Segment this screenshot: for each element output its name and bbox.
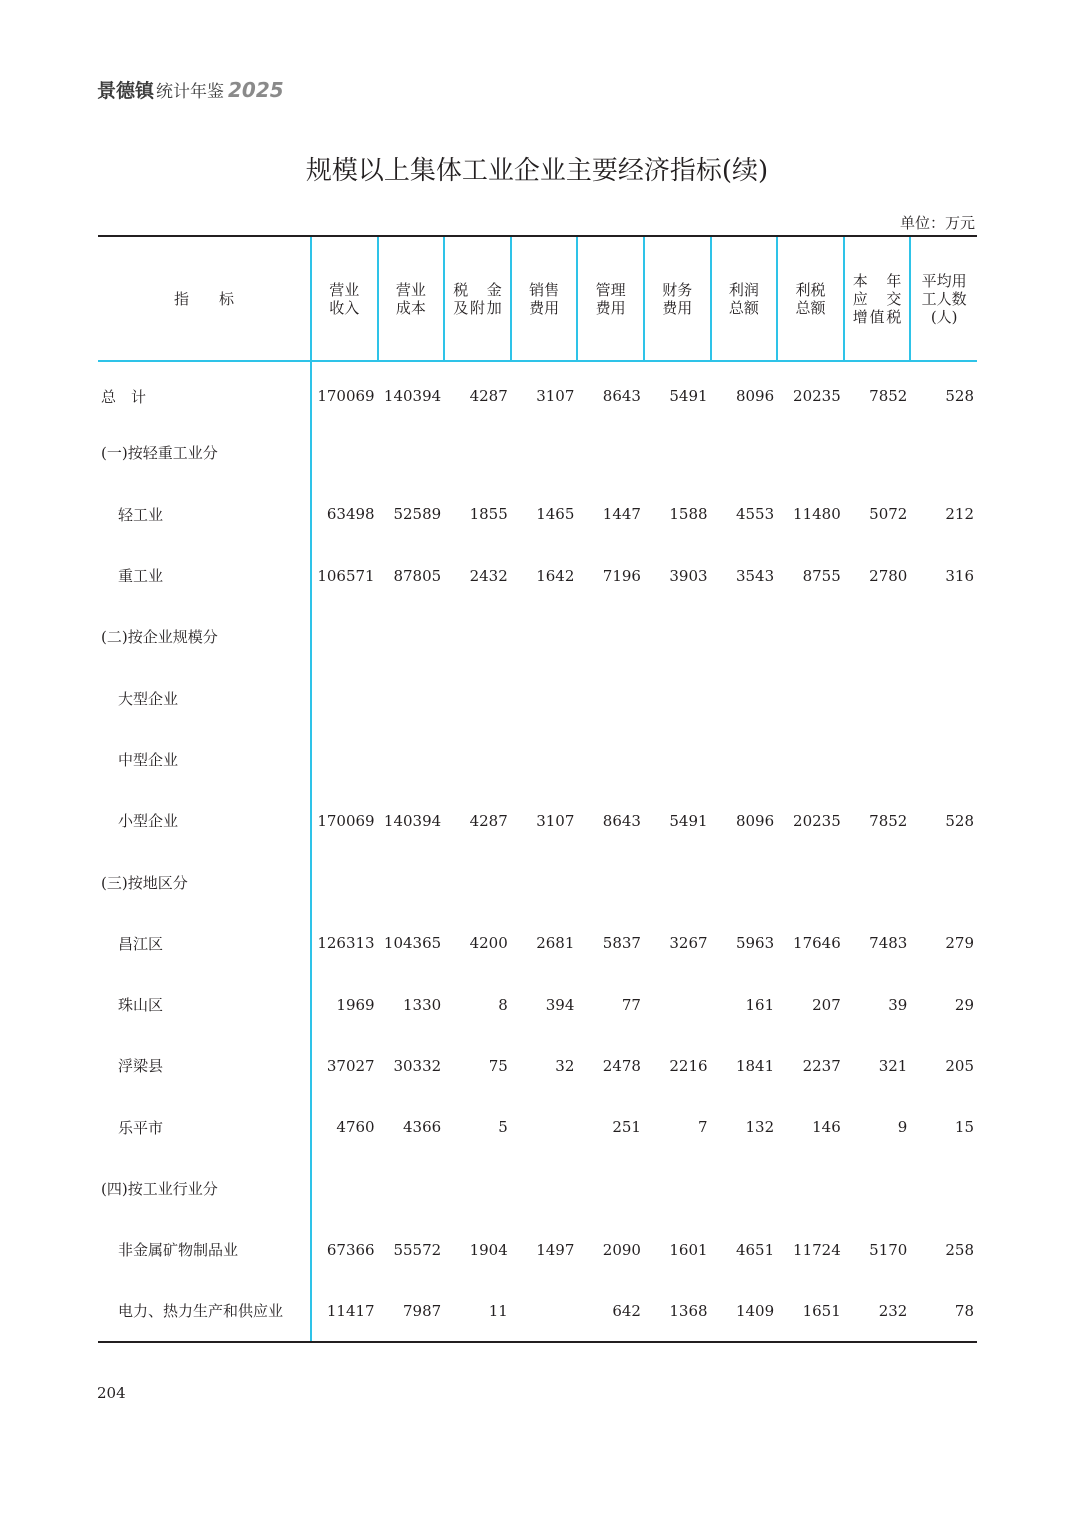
- table-cell: 5170: [869, 1240, 908, 1259]
- table-row: [98, 422, 977, 483]
- table-cell: [511, 1097, 578, 1158]
- table-cell: [844, 1158, 911, 1219]
- table-cell: 20235: [793, 811, 841, 830]
- row-label: 中型企业: [118, 750, 179, 769]
- row-label: (四)按工业行业分: [101, 1180, 218, 1198]
- table-row: [98, 1035, 977, 1096]
- table-row: [98, 484, 977, 545]
- table-cell: [844, 729, 911, 790]
- table-cell: [777, 1158, 844, 1219]
- row-label: (三)按地区分: [101, 873, 188, 892]
- table-cell: 8643: [602, 811, 641, 830]
- row-label: 小型企业: [118, 812, 179, 831]
- table-cell: 104365: [383, 934, 442, 953]
- table-cell: 316: [945, 566, 974, 585]
- table-row: [98, 913, 977, 974]
- table-cell: [444, 606, 511, 667]
- table-cell: [511, 422, 578, 483]
- table-cell: 11417: [311, 1280, 378, 1341]
- table-cell: 8755: [802, 566, 841, 585]
- column-header-financial-expenses: 财务 费用: [644, 236, 711, 361]
- table-cell: 9: [897, 1118, 908, 1137]
- table-cell: 5: [498, 1118, 508, 1137]
- table-cell: 37027: [311, 1035, 378, 1096]
- table-row: [98, 1280, 977, 1341]
- table-cell: [711, 1158, 778, 1219]
- table-cell: 87805: [393, 566, 442, 585]
- table-cell: 2432: [469, 566, 508, 585]
- table-cell: 132: [745, 1118, 775, 1137]
- table-cell: 8096: [735, 811, 775, 830]
- table-cell: [711, 606, 778, 667]
- table-cell: 17646: [793, 934, 841, 953]
- table-cell: [378, 1158, 445, 1219]
- column-header-total-profit: 利润 总额: [711, 236, 778, 361]
- table-cell: [777, 729, 844, 790]
- table-cell: [577, 1158, 644, 1219]
- table-cell: 207: [812, 995, 841, 1014]
- table-cell: 1330: [403, 995, 442, 1014]
- table-cell: [511, 851, 578, 912]
- table-cell: 1855: [469, 505, 508, 524]
- table-cell: [910, 422, 977, 483]
- table-cell: [444, 729, 511, 790]
- table-cell: 63498: [311, 484, 378, 545]
- table-cell: 4651: [735, 1240, 775, 1259]
- row-label: 轻工业: [118, 505, 164, 524]
- table-cell: 1588: [669, 505, 708, 524]
- table-cell: 8: [498, 995, 508, 1014]
- table-cell: 106571: [311, 545, 378, 606]
- table-cell: 205: [945, 1056, 974, 1075]
- table-cell: [311, 851, 378, 912]
- row-label: 昌江区: [118, 934, 164, 953]
- row-label: 重工业: [118, 567, 164, 586]
- table-cell: 2237: [802, 1056, 841, 1075]
- table-cell: 170069: [311, 361, 378, 422]
- table-row: [98, 545, 977, 606]
- table-cell: 7987: [378, 1280, 445, 1341]
- table-cell: 394: [545, 995, 575, 1014]
- table-cell: 75: [488, 1056, 508, 1075]
- column-header-operating-revenue: 营业 收入: [311, 236, 378, 361]
- table-cell: 7852: [869, 387, 908, 406]
- table-cell: 5491: [669, 811, 708, 830]
- table-cell: 126313: [311, 913, 378, 974]
- table-cell: 1601: [669, 1240, 708, 1259]
- row-label: (二)按企业规模分: [101, 628, 218, 647]
- table-cell: [844, 606, 911, 667]
- table-cell: 11480: [793, 505, 841, 524]
- table-cell: 1841: [735, 1056, 775, 1075]
- table-cell: 2478: [602, 1056, 641, 1075]
- table-cell: 7: [698, 1118, 708, 1137]
- table-row: [98, 667, 977, 728]
- table-cell: 77: [621, 995, 641, 1014]
- row-label: 浮梁县: [118, 1057, 164, 1076]
- table-cell: 20235: [793, 387, 841, 406]
- table-cell: 258: [945, 1240, 974, 1259]
- table-cell: [311, 1158, 378, 1219]
- table-cell: 67366: [311, 1219, 378, 1280]
- table-cell: 2090: [602, 1240, 641, 1259]
- table-cell: 1497: [536, 1240, 575, 1259]
- table-cell: [777, 851, 844, 912]
- table-cell: [511, 729, 578, 790]
- table-row: [98, 361, 977, 422]
- table-cell: 8643: [602, 387, 641, 406]
- table-cell: [444, 851, 511, 912]
- column-header-operating-cost: 营业 成本: [378, 236, 445, 361]
- table-cell: [511, 606, 578, 667]
- table-cell: 32: [555, 1056, 575, 1075]
- table-cell: [311, 606, 378, 667]
- column-header-vat-payable: 本 年 应 交 增值税: [844, 236, 911, 361]
- table-cell: 140394: [383, 811, 442, 830]
- table-cell: [711, 851, 778, 912]
- table-cell: [844, 851, 911, 912]
- table-cell: 7196: [602, 566, 641, 585]
- table-cell: [644, 422, 711, 483]
- table-cell: 78: [910, 1280, 977, 1341]
- table-cell: [378, 606, 445, 667]
- header-city: 景德镇: [97, 80, 155, 102]
- table-cell: [577, 667, 644, 728]
- table-cell: 7483: [869, 934, 908, 953]
- table-cell: 140394: [383, 387, 442, 406]
- table-cell: 4287: [469, 387, 508, 406]
- table-cell: [644, 851, 711, 912]
- table-cell: 4760: [311, 1097, 378, 1158]
- table-cell: [844, 667, 911, 728]
- column-header-taxes-surcharges: 税 金 及附加: [444, 236, 511, 361]
- page-title: 规模以上集体工业企业主要经济指标(续): [305, 156, 769, 186]
- table-cell: 1368: [644, 1280, 711, 1341]
- table-cell: 3543: [735, 566, 775, 585]
- column-header-admin-expenses: 管理 费用: [577, 236, 644, 361]
- table-cell: 146: [812, 1118, 841, 1137]
- table-cell: [311, 422, 378, 483]
- table-cell: [844, 422, 911, 483]
- table-cell: [910, 851, 977, 912]
- table-cell: 11: [444, 1280, 511, 1341]
- table-cell: 2780: [869, 566, 908, 585]
- table-cell: 5072: [869, 505, 908, 524]
- table-cell: [910, 1158, 977, 1219]
- table-cell: 55572: [393, 1240, 442, 1259]
- table-cell: 1465: [536, 505, 575, 524]
- table-cell: 3107: [536, 811, 575, 830]
- page-number: 204: [97, 1384, 126, 1402]
- table-cell: 2681: [536, 934, 575, 953]
- table-cell: 1904: [469, 1240, 508, 1259]
- table-row: [98, 851, 977, 912]
- table-cell: 528: [945, 811, 974, 830]
- indicator-table: [98, 235, 977, 1343]
- row-label: 非金属矿物制品业: [118, 1241, 239, 1260]
- table-cell: [910, 667, 977, 728]
- table-row: [98, 1219, 977, 1280]
- table-cell: 4553: [735, 505, 775, 524]
- unit-label: 单位：万元: [899, 214, 975, 232]
- table-cell: 4287: [469, 811, 508, 830]
- table-cell: 232: [844, 1280, 911, 1341]
- table-cell: [378, 667, 445, 728]
- table-cell: [311, 729, 378, 790]
- table-cell: [644, 974, 711, 1035]
- table-row: [98, 606, 977, 667]
- table-cell: 4200: [469, 934, 508, 953]
- table-row: [98, 790, 977, 851]
- column-header-indicator: 指 标: [98, 236, 311, 361]
- table-row: [98, 1097, 977, 1158]
- table-cell: 1409: [711, 1280, 778, 1341]
- table-cell: [444, 422, 511, 483]
- table-cell: 3107: [536, 387, 575, 406]
- table-cell: [378, 729, 445, 790]
- table-cell: [311, 667, 378, 728]
- table-cell: 5837: [602, 934, 641, 953]
- table-header-row: [98, 236, 977, 361]
- row-label: (一)按轻重工业分: [101, 444, 218, 463]
- table-cell: 30332: [393, 1056, 442, 1075]
- table-cell: [444, 667, 511, 728]
- table-cell: 7852: [869, 811, 908, 830]
- table-cell: [644, 1158, 711, 1219]
- table-cell: [511, 667, 578, 728]
- table-cell: 15: [954, 1118, 974, 1137]
- column-header-avg-employees: 平均用 工人数 (人): [910, 236, 977, 361]
- table-cell: [511, 1158, 578, 1219]
- table-cell: 321: [878, 1056, 908, 1075]
- table-cell: 11724: [793, 1240, 841, 1259]
- table-cell: [644, 606, 711, 667]
- table-cell: [910, 729, 977, 790]
- table-cell: [511, 1280, 578, 1341]
- table-cell: [378, 422, 445, 483]
- table-cell: [577, 422, 644, 483]
- table-cell: 279: [945, 934, 974, 953]
- table-cell: 39: [888, 995, 908, 1014]
- table-row: [98, 729, 977, 790]
- row-label: 总 计: [101, 387, 147, 406]
- table-cell: [378, 851, 445, 912]
- table-cell: 161: [745, 995, 775, 1014]
- table-cell: 642: [577, 1280, 644, 1341]
- table-cell: [577, 729, 644, 790]
- table-cell: [711, 667, 778, 728]
- row-label: 电力、热力生产和供应业: [98, 1280, 311, 1341]
- table-cell: [777, 606, 844, 667]
- column-header-selling-expenses: 销售 费用: [511, 236, 578, 361]
- table-cell: [577, 606, 644, 667]
- row-label: 大型企业: [118, 689, 179, 708]
- table-cell: [711, 729, 778, 790]
- table-cell: 29: [954, 995, 974, 1014]
- table-cell: 4366: [403, 1118, 442, 1137]
- table-cell: [577, 851, 644, 912]
- row-label: 乐平市: [118, 1118, 164, 1137]
- header-book: 统计年鉴: [156, 82, 225, 102]
- table-cell: 1651: [777, 1280, 844, 1341]
- table-cell: 5491: [669, 387, 708, 406]
- yearbook-header: [97, 76, 284, 102]
- table-cell: [644, 729, 711, 790]
- table-cell: [910, 606, 977, 667]
- table-cell: 2216: [669, 1056, 708, 1075]
- table-cell: 3903: [669, 566, 708, 585]
- table-cell: 52589: [393, 505, 442, 524]
- table-cell: 1447: [602, 505, 641, 524]
- table-cell: 212: [945, 505, 974, 524]
- table-cell: 3267: [669, 934, 708, 953]
- table-row: [98, 1158, 977, 1219]
- table-cell: 251: [612, 1118, 641, 1137]
- header-year: 2025: [228, 78, 284, 102]
- table-cell: 1642: [536, 566, 575, 585]
- table-cell: [777, 667, 844, 728]
- table-cell: 170069: [311, 790, 378, 851]
- table-cell: [711, 422, 778, 483]
- table-cell: 1969: [311, 974, 378, 1035]
- column-header-profit-and-tax: 利税 总额: [777, 236, 844, 361]
- table-cell: 5963: [735, 934, 775, 953]
- table-cell: [644, 667, 711, 728]
- table-cell: 528: [945, 387, 974, 406]
- row-label: 珠山区: [118, 996, 164, 1015]
- table-row: [98, 974, 977, 1035]
- table-cell: [444, 1158, 511, 1219]
- table-cell: 8096: [735, 387, 775, 406]
- table-cell: [777, 422, 844, 483]
